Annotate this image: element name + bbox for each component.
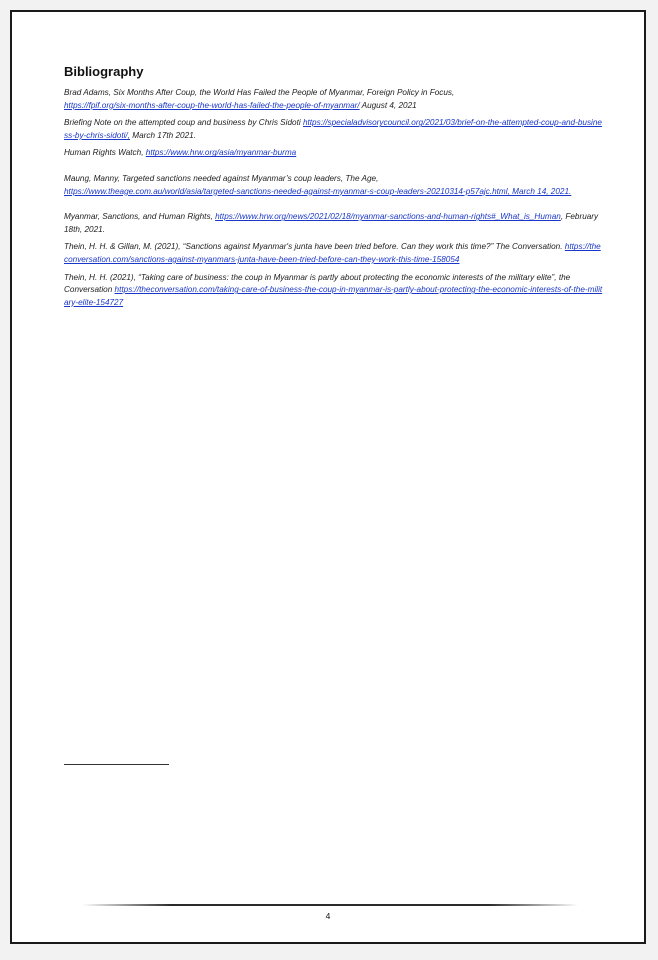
entry-link[interactable]: https://www.hrw.org/asia/myanmar-burma (145, 148, 297, 158)
bibliography-entry (64, 147, 604, 160)
entry-text: Thein, H. H. (2021), “Taking care of business: the coup in Myanmar is partly about protecting the economic interests of the military elite”, the Conversation (64, 272, 571, 295)
entry-suffix: August 4, 2021 (359, 100, 417, 110)
bibliography-entry (64, 211, 604, 236)
entry-link[interactable]: https://www.theage.com.au/world/asia/targeted-sanctions-needed-against-myanmar-s-coup-leaders-20210314-p57ajc.html, March 14, 2021. (64, 186, 572, 196)
footer-divider (82, 904, 578, 906)
entry-link[interactable]: https://specialadvisorycouncil.org/2021/03/brief-on-the-attempted-coup-and-business-by-chris-sidoti/, (64, 118, 602, 140)
bibliography-entry (64, 272, 604, 310)
footnote-separator (64, 764, 169, 765)
bibliography-heading: Bibliography (64, 64, 144, 79)
bibliography-entry (64, 117, 604, 142)
entry-text: Maung, Manny, Targeted sanctions needed against Myanmar’s coup leaders, The Age, (64, 173, 379, 183)
entry-suffix: March 17th 2021. (129, 130, 196, 140)
bibliography-section (64, 64, 604, 314)
entry-suffix: , February 18th, 2021. (64, 212, 599, 234)
entry-link[interactable]: https://theconversation.com/sanctions-against-myanmars-junta-have-been-tried-before-can-they-work-this-time-158054 (64, 242, 601, 264)
bibliography-entry (64, 87, 604, 112)
bibliography-entry (64, 173, 604, 198)
entry-text: Briefing Note on the attempted coup and business by Chris Sidoti (64, 118, 303, 128)
entry-text: Brad Adams, Six Months After Coup, the World Has Failed the People of Myanmar, Foreign Policy in Focus, (64, 88, 455, 97)
entry-link[interactable]: https://fpif.org/six-months-after-coup-the-world-has-failed-the-people-of-myanmar/ (64, 100, 360, 110)
entry-text: Myanmar, Sanctions, and Human Rights, (64, 212, 216, 222)
document-page (10, 10, 646, 944)
page-number: 4 (325, 911, 331, 921)
bibliography-entry (64, 241, 604, 266)
entry-text: Human Rights Watch, (64, 148, 146, 158)
entry-link[interactable]: https://theconversation.com/taking-care-of-business-the-coup-in-myanmar-is-partly-about-protecting-the-economic-interests-of-the-military-elite-154727 (64, 285, 603, 307)
entry-link[interactable]: https://www.hrw.org/news/2021/02/18/myanmar-sanctions-and-human-rights#_What_is_Human (215, 212, 561, 222)
entry-text: Thein, H. H. & Gillan, M. (2021), “Sanctions against Myanmar's junta have been tried before. Can they work this time?” The Conversation. (64, 242, 565, 252)
